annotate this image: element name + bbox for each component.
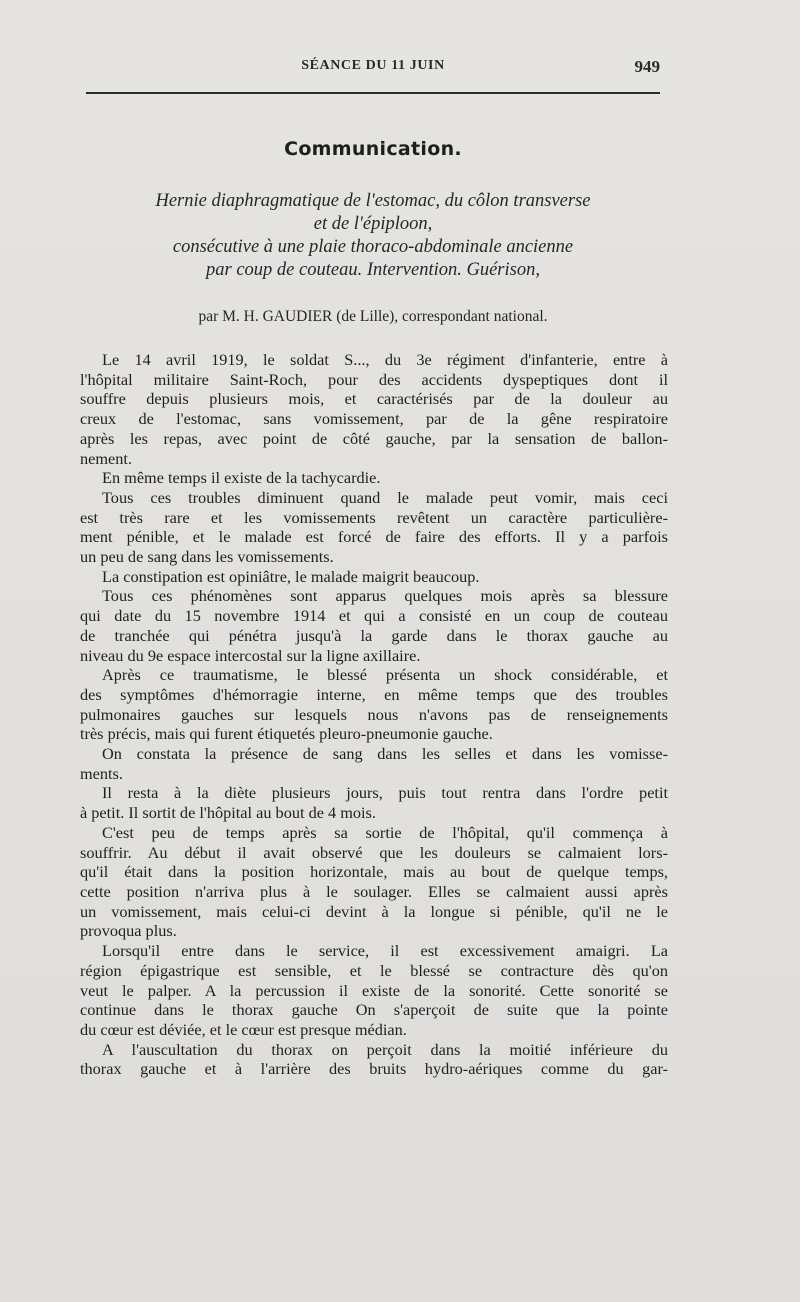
title-line: par coup de couteau. Intervention. Guérison,	[206, 260, 540, 280]
text-line: un vomissement, mais celui-ci devint à la longue si pénible, qu'il ne le	[80, 901, 668, 921]
text-line: niveau du 9e espace intercostal sur la ligne axillaire.	[80, 645, 421, 665]
text-line: Le 14 avril 1919, le soldat S..., du 3e régiment d'infanterie, entre à	[102, 350, 668, 369]
text-line: provoqua plus.	[80, 921, 177, 941]
text-line: est très rare et les vomissements revêtent un caractère particulière-	[80, 507, 668, 527]
text-line: un peu de sang dans les vomissements.	[80, 547, 334, 567]
text-line: Après ce traumatisme, le blessé présenta un shock considérable, et	[102, 665, 668, 685]
text-line: continue dans le thorax gauche On s'aperçoit de suite que la pointe	[80, 1000, 668, 1020]
text-line: veut le palper. A la percussion il existe de la sonorité. Cette sonorité se	[80, 980, 668, 1000]
text-line: Il resta à la diète plusieurs jours, puis tout rentra dans l'ordre petit	[102, 783, 668, 803]
text-line: l'hôpital militaire Saint-Roch, pour des accidents dyspeptiques dont il	[80, 369, 668, 389]
running-title: SÉANCE DU 11 JUIN	[301, 58, 445, 73]
text-line: thorax gauche et à l'arrière des bruits hydro-aériques comme du gar-	[80, 1059, 668, 1079]
text-line: A l'auscultation du thorax on perçoit dans la moitié inférieure du	[102, 1039, 668, 1059]
text-line: Lorsqu'il entre dans le service, il est excessivement amaigri. La	[102, 941, 668, 961]
author-byline: par M. H. GAUDIER (de Lille), correspondant national.	[198, 308, 548, 325]
text-line: ment pénible, et le malade est forcé de faire des efforts. Il y a parfois	[80, 527, 668, 547]
text-line: du cœur est déviée, et le cœur est presque médian.	[80, 1019, 407, 1039]
text-line: cette position n'arriva plus à le soulager. Elles se calmaient aussi après	[80, 881, 668, 901]
text-line: On constata la présence de sang dans les selles et dans les vomisse-	[102, 744, 668, 764]
text-line: Tous ces troubles diminuent quand le malade peut vomir, mais ceci	[102, 487, 668, 507]
text-line: C'est peu de temps après sa sortie de l'hôpital, qu'il commença à	[102, 822, 668, 842]
text-line: de tranchée qui pénétra jusqu'à la garde dans le thorax gauche au	[80, 625, 668, 645]
text-line: qu'il était dans la position horizontale, mais au bout de quelque temps,	[80, 862, 668, 882]
text-line: Tous ces phénomènes sont apparus quelques mois après sa blessure	[102, 586, 668, 606]
text-line: à petit. Il sortit de l'hôpital au bout de 4 mois.	[80, 803, 376, 823]
running-header	[86, 58, 660, 82]
text-line: région épigastrique est sensible, et le blessé se contracture dès qu'on	[80, 960, 668, 980]
title-line: et de l'épiploon,	[313, 214, 433, 234]
section-heading: Communication.	[284, 138, 462, 160]
text-line: nement.	[80, 448, 132, 468]
page-number: 949	[634, 57, 660, 76]
text-line: pulmonaires gauches sur lesquels nous n'avons pas de renseignements	[80, 704, 668, 724]
text-line: ments.	[80, 763, 123, 783]
article-title	[86, 190, 660, 282]
header-rule	[86, 92, 660, 94]
text-line: qui date du 15 novembre 1914 et qui a consisté en un coup de couteau	[80, 606, 668, 626]
text-line: La constipation est opiniâtre, le malade maigrit beaucoup.	[102, 566, 480, 586]
article-body	[80, 350, 668, 1079]
text-line: souffre depuis plusieurs mois, et caractérisés par de la douleur au	[80, 389, 668, 409]
text-line: En même temps il existe de la tachycardie.	[102, 468, 381, 488]
text-line: souffrir. Au début il avait observé que les douleurs se calmaient lors-	[80, 842, 668, 862]
title-line: consécutive à une plaie thoraco-abdominale ancienne	[172, 237, 574, 257]
title-line: Hernie diaphragmatique de l'estomac, du côlon transverse	[155, 191, 591, 211]
text-line: très précis, mais qui furent étiquetés pleuro-pneumonie gauche.	[80, 724, 493, 744]
text-line: des symptômes d'hémorragie interne, en même temps que des troubles	[80, 684, 668, 704]
text-line: creux de l'estomac, sans vomissement, par de la gêne respiratoire	[80, 409, 668, 429]
text-line: après les repas, avec point de côté gauche, par la sensation de ballon-	[80, 428, 668, 448]
